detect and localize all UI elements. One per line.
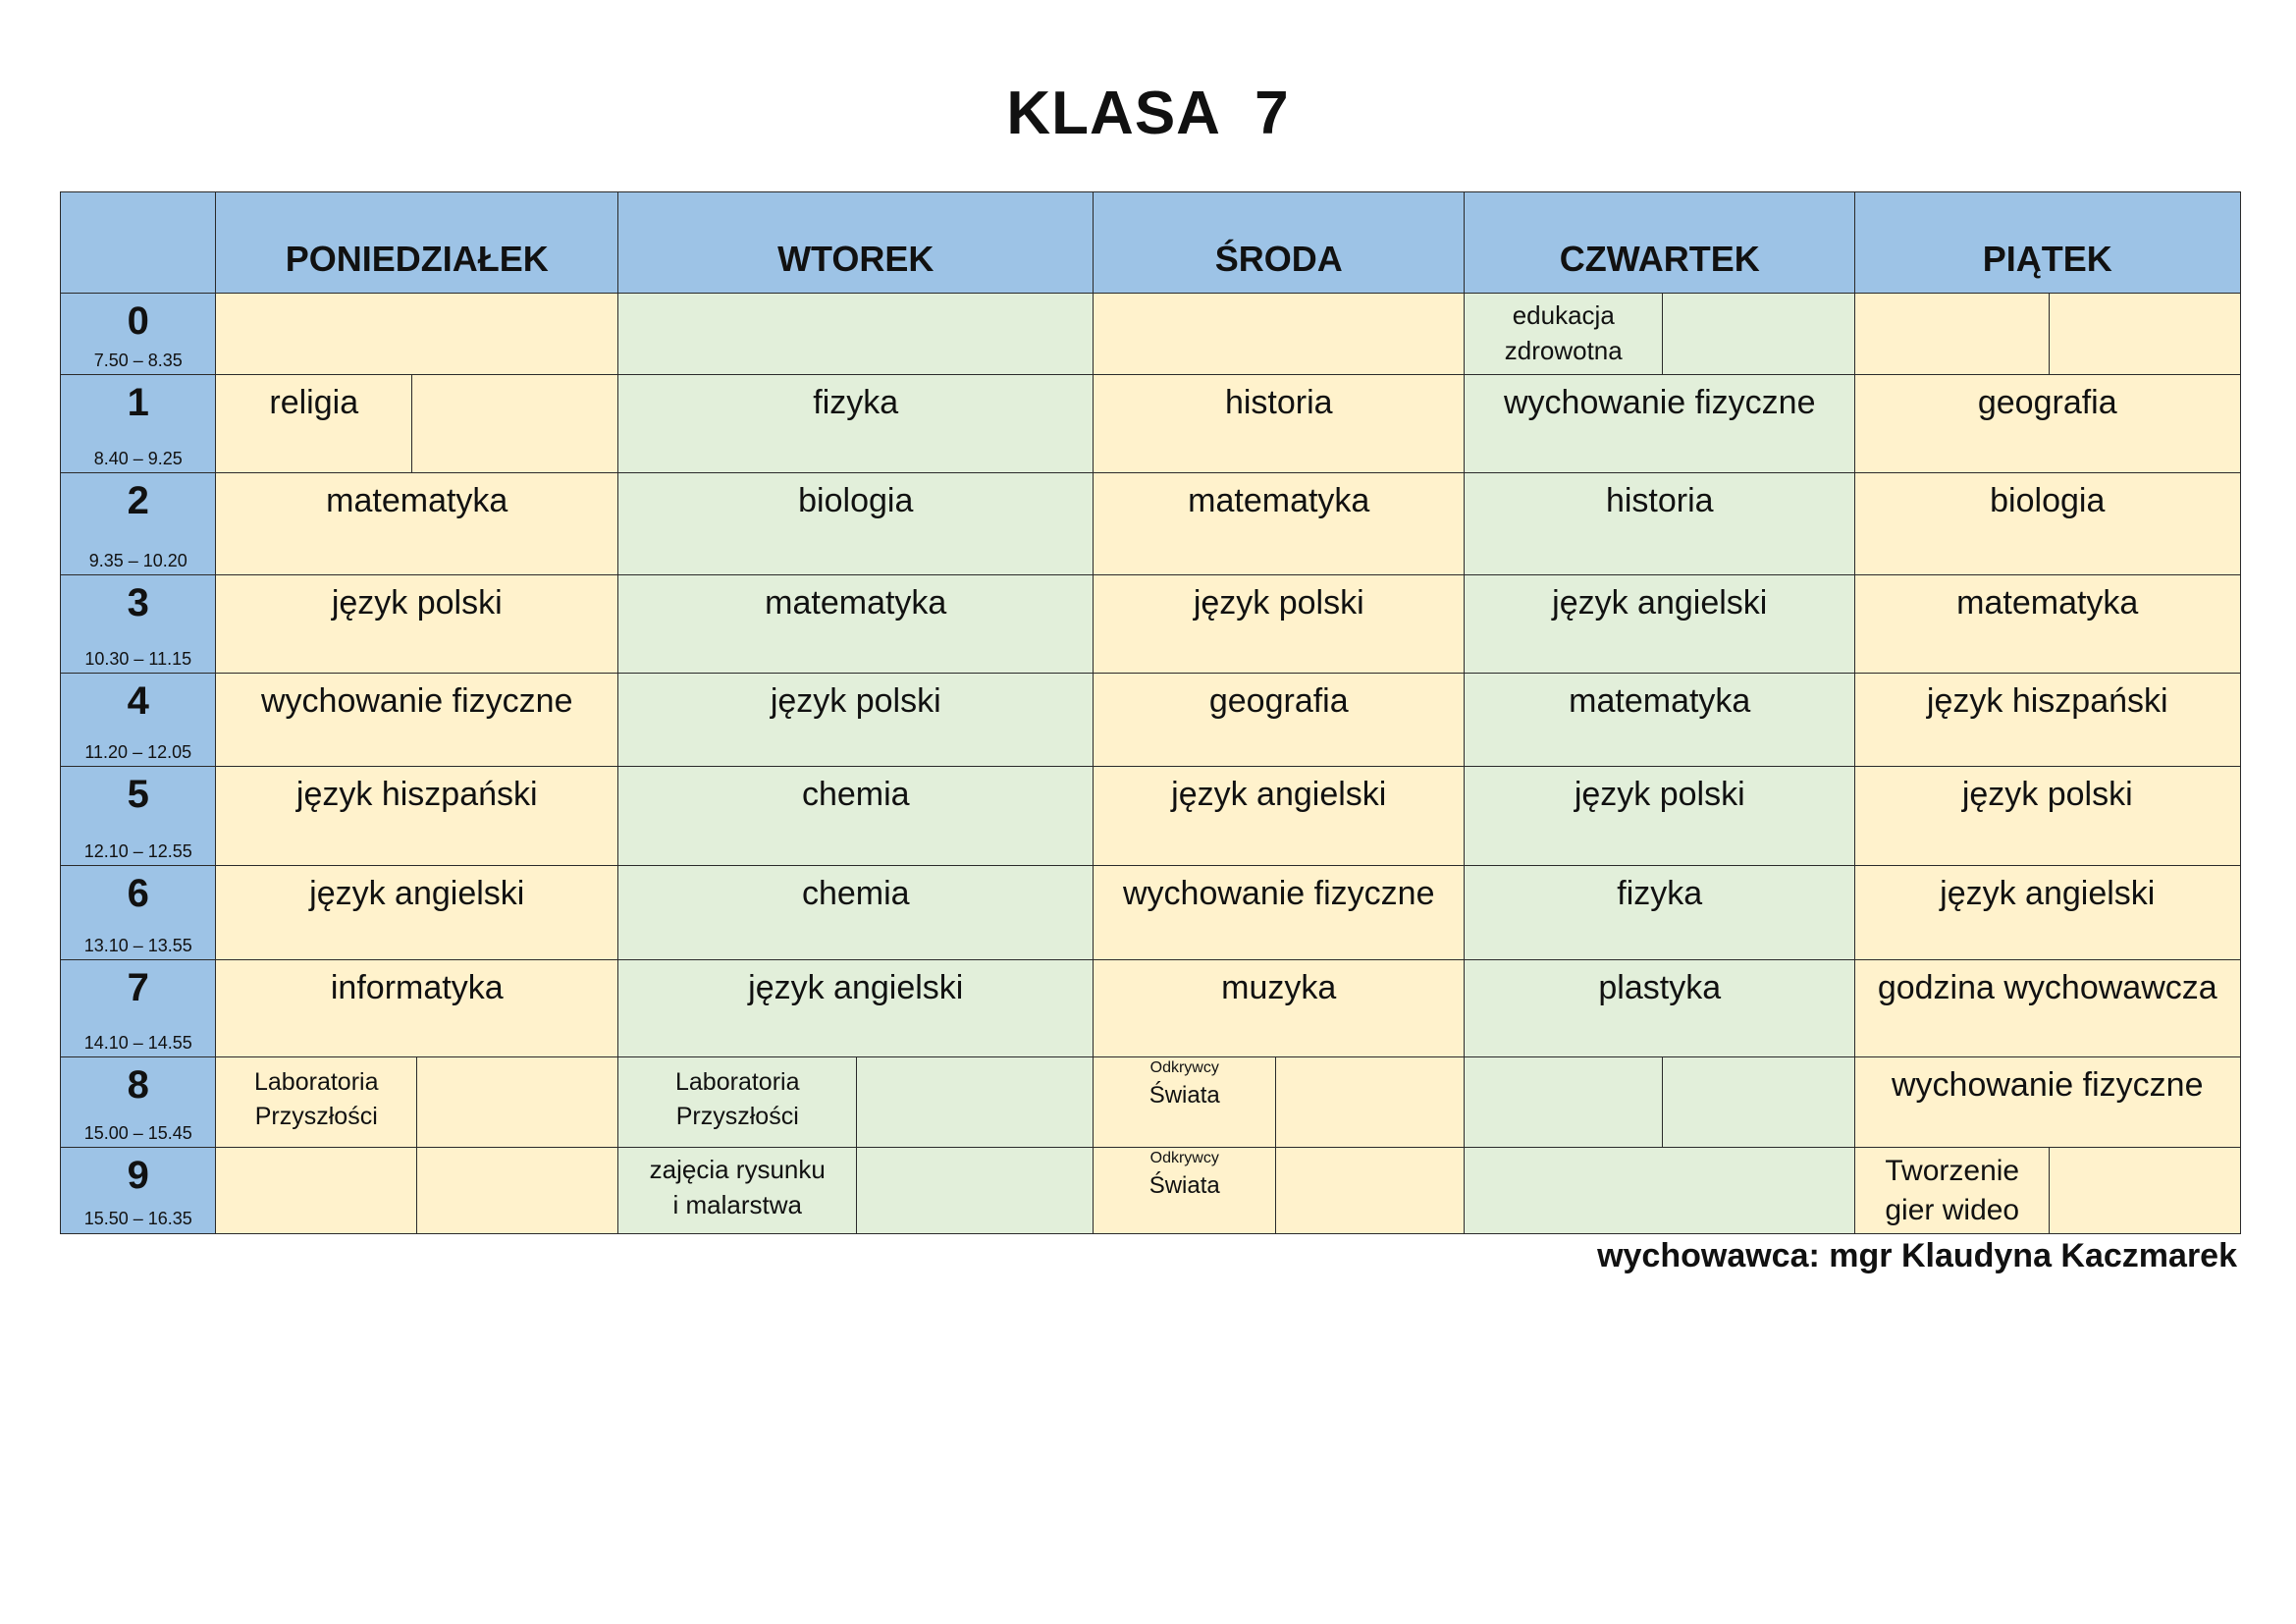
cell-p9-sr-b: [1275, 1147, 1466, 1234]
subject-label: Odkrywcy: [1149, 1150, 1219, 1166]
subject-label: religia: [269, 384, 359, 421]
day-header-label: WTOREK: [777, 238, 934, 279]
subject-label: Świata: [1148, 1082, 1220, 1109]
period-8: [60, 1056, 217, 1149]
subject-label-line: Laboratoria: [675, 1068, 800, 1096]
cell-p1-wt: [617, 374, 1095, 474]
cell-p9-sr-a: [1093, 1147, 1277, 1234]
day-header-wt: [617, 191, 1095, 295]
subject-label: godzina wychowawcza: [1877, 969, 2217, 1006]
subject-label: język hiszpański: [1926, 682, 2168, 720]
subject-label-line: Przyszłości: [254, 1103, 378, 1130]
period-time: 14.10 – 14.55: [83, 1032, 192, 1053]
cell-p0-czw-a: [1464, 293, 1664, 376]
cell-p7-wt: [617, 959, 1095, 1058]
subject-label-line: Laboratoria: [254, 1068, 379, 1096]
day-header-label: CZWARTEK: [1559, 238, 1760, 279]
subject-label-line: gier wideo: [1885, 1194, 2020, 1226]
day-header-pt: [1854, 191, 2241, 295]
subject-label: Odkrywcy: [1149, 1059, 1219, 1076]
period-1: [60, 374, 217, 474]
cell-p9-pon-b: [416, 1147, 619, 1234]
subject-label: język angielski: [1171, 776, 1387, 813]
cell-p2-pt: [1854, 472, 2241, 576]
cell-p2-sr: [1093, 472, 1466, 576]
day-header-label: PONIEDZIAŁEK: [285, 238, 549, 279]
form-tutor: wychowawca: mgr Klaudyna Kaczmarek: [1597, 1237, 2237, 1274]
period-number: 8: [127, 1063, 149, 1107]
cell-p8-wt-a: [617, 1056, 858, 1149]
cell-p6-sr: [1093, 865, 1466, 961]
cell-p5-czw: [1464, 766, 1856, 867]
cell-p3-czw: [1464, 574, 1856, 675]
subject-label: [216, 1065, 417, 1134]
cell-p4-wt: [617, 673, 1095, 768]
period-7: [60, 959, 217, 1058]
cell-p0-pon: [215, 293, 619, 376]
day-header-pon: [215, 191, 619, 295]
cell-p5-wt: [617, 766, 1095, 867]
subject-label: matematyka: [1569, 682, 1751, 720]
subject-label: język angielski: [309, 875, 525, 912]
cell-p4-pon: [215, 673, 619, 768]
subject-label: wychowanie fizyczne: [1504, 384, 1816, 421]
cell-p9-pon-a: [215, 1147, 418, 1234]
period-time: 8.40 – 9.25: [93, 448, 183, 468]
subject-label-line: edukacja: [1512, 300, 1615, 330]
subject-label: [1465, 298, 1663, 368]
cell-p7-pt: [1854, 959, 2241, 1058]
period-9: [60, 1147, 217, 1234]
subject-label: język angielski: [1552, 584, 1768, 622]
subject-label: matematyka: [765, 584, 947, 622]
period-number: 0: [127, 299, 149, 343]
subject-label: język polski: [1961, 776, 2133, 813]
subject-label: wychowanie fizyczne: [261, 682, 573, 720]
subject-label-line: Przyszłości: [675, 1103, 799, 1130]
period-number: 9: [127, 1154, 149, 1197]
period-2: [60, 472, 217, 576]
period-5: [60, 766, 217, 867]
subject-label: fizyka: [813, 384, 899, 421]
subject-label: matematyka: [1956, 584, 2139, 622]
cell-p4-pt: [1854, 673, 2241, 768]
period-time: 13.10 – 13.55: [83, 935, 192, 955]
subject-label: język polski: [770, 682, 941, 720]
period-number: 7: [127, 966, 149, 1009]
subject-label: język angielski: [1940, 875, 2156, 912]
cell-p9-czw: [1464, 1147, 1856, 1234]
cell-p1-czw: [1464, 374, 1856, 474]
subject-label: [618, 1152, 857, 1222]
cell-p6-wt: [617, 865, 1095, 961]
cell-p5-pon: [215, 766, 619, 867]
subject-label: [618, 1065, 857, 1134]
cell-p7-czw: [1464, 959, 1856, 1058]
period-time: 9.35 – 10.20: [88, 550, 187, 570]
subject-label: biologia: [798, 482, 914, 519]
period-time: 7.50 – 8.35: [93, 350, 183, 370]
cell-p8-czw-a: [1464, 1056, 1664, 1149]
cell-p0-czw-b: [1662, 293, 1856, 376]
subject-label: wychowanie fizyczne: [1123, 875, 1435, 912]
cell-p4-sr: [1093, 673, 1466, 768]
subject-label: Świata: [1148, 1172, 1220, 1199]
subject-label: język angielski: [748, 969, 964, 1006]
cell-p3-pon: [215, 574, 619, 675]
cell-p9-pt-a: [1854, 1147, 2051, 1234]
subject-label-line: zajęcia rysunku: [649, 1155, 826, 1184]
period-time: 12.10 – 12.55: [83, 840, 192, 861]
cell-p4-czw: [1464, 673, 1856, 768]
cell-p8-wt-b: [856, 1056, 1095, 1149]
cell-p1-pt: [1854, 374, 2241, 474]
period-number: 1: [127, 381, 149, 424]
cell-p9-wt-b: [856, 1147, 1095, 1234]
subject-label: biologia: [1990, 482, 2106, 519]
subject-label: informatyka: [330, 969, 504, 1006]
cell-p6-czw: [1464, 865, 1856, 961]
cell-p3-wt: [617, 574, 1095, 675]
cell-p6-pon: [215, 865, 619, 961]
period-3: [60, 574, 217, 675]
period-number: 4: [127, 679, 149, 723]
cell-p6-pt: [1854, 865, 2241, 961]
subject-label: chemia: [801, 776, 910, 813]
subject-label: matematyka: [1188, 482, 1370, 519]
subject-label: chemia: [801, 875, 910, 912]
cell-p9-wt-a: [617, 1147, 858, 1234]
subject-label: język polski: [1574, 776, 1745, 813]
period-time: 10.30 – 11.15: [84, 648, 192, 669]
subject-label-line: zdrowotna: [1504, 336, 1623, 365]
period-time: 11.20 – 12.05: [84, 741, 192, 762]
period-0: [60, 293, 217, 376]
cell-p7-pon: [215, 959, 619, 1058]
subject-label: język hiszpański: [295, 776, 538, 813]
cell-p1-pon-a: [215, 374, 413, 474]
subject-label: geografia: [1208, 682, 1349, 720]
cell-p3-pt: [1854, 574, 2241, 675]
cell-p8-pt: [1854, 1056, 2241, 1149]
period-number: 3: [127, 581, 149, 624]
cell-p8-sr-b: [1275, 1056, 1466, 1149]
cell-p8-sr-a: [1093, 1056, 1277, 1149]
period-4: [60, 673, 217, 768]
cell-p8-pon-a: [215, 1056, 418, 1149]
day-header-czw: [1464, 191, 1856, 295]
subject-label-line: i malarstwa: [672, 1190, 802, 1219]
period-6: [60, 865, 217, 961]
subject-label-line: Tworzenie: [1885, 1155, 2020, 1187]
cell-p1-sr: [1093, 374, 1466, 474]
period-number: 5: [127, 773, 149, 816]
cell-p2-pon: [215, 472, 619, 576]
subject-label: plastyka: [1598, 969, 1722, 1006]
subject-label: geografia: [1977, 384, 2117, 421]
header-corner: [60, 191, 217, 295]
subject-label: matematyka: [326, 482, 508, 519]
day-header-label: ŚRODA: [1214, 238, 1343, 279]
cell-p1-pon-b: [411, 374, 619, 474]
cell-p7-sr: [1093, 959, 1466, 1058]
subject-label: wychowanie fizyczne: [1892, 1066, 2204, 1104]
cell-p2-czw: [1464, 472, 1856, 576]
subject-label: język polski: [331, 584, 503, 622]
period-time: 15.50 – 16.35: [83, 1208, 192, 1228]
subject-label: fizyka: [1617, 875, 1703, 912]
day-header-sr: [1093, 191, 1466, 295]
cell-p0-pt-b: [2049, 293, 2241, 376]
cell-p9-pt-b: [2049, 1147, 2241, 1234]
subject-label: język polski: [1193, 584, 1364, 622]
subject-label: muzyka: [1221, 969, 1337, 1006]
cell-p5-pt: [1854, 766, 2241, 867]
cell-p2-wt: [617, 472, 1095, 576]
timetable: [60, 191, 2239, 1232]
cell-p0-pt-a: [1854, 293, 2051, 376]
cell-p8-czw-b: [1662, 1056, 1856, 1149]
page-title: KLASA 7: [1006, 80, 1290, 147]
cell-p5-sr: [1093, 766, 1466, 867]
day-header-label: PIĄTEK: [1982, 238, 2112, 279]
period-time: 15.00 – 15.45: [83, 1122, 192, 1143]
period-number: 2: [127, 479, 149, 522]
period-number: 6: [127, 872, 149, 915]
cell-p3-sr: [1093, 574, 1466, 675]
subject-label: [1855, 1152, 2050, 1230]
cell-p0-wt: [617, 293, 1095, 376]
subject-label: historia: [1224, 384, 1333, 421]
cell-p0-sr: [1093, 293, 1466, 376]
cell-p8-pon-b: [416, 1056, 619, 1149]
subject-label: historia: [1605, 482, 1714, 519]
